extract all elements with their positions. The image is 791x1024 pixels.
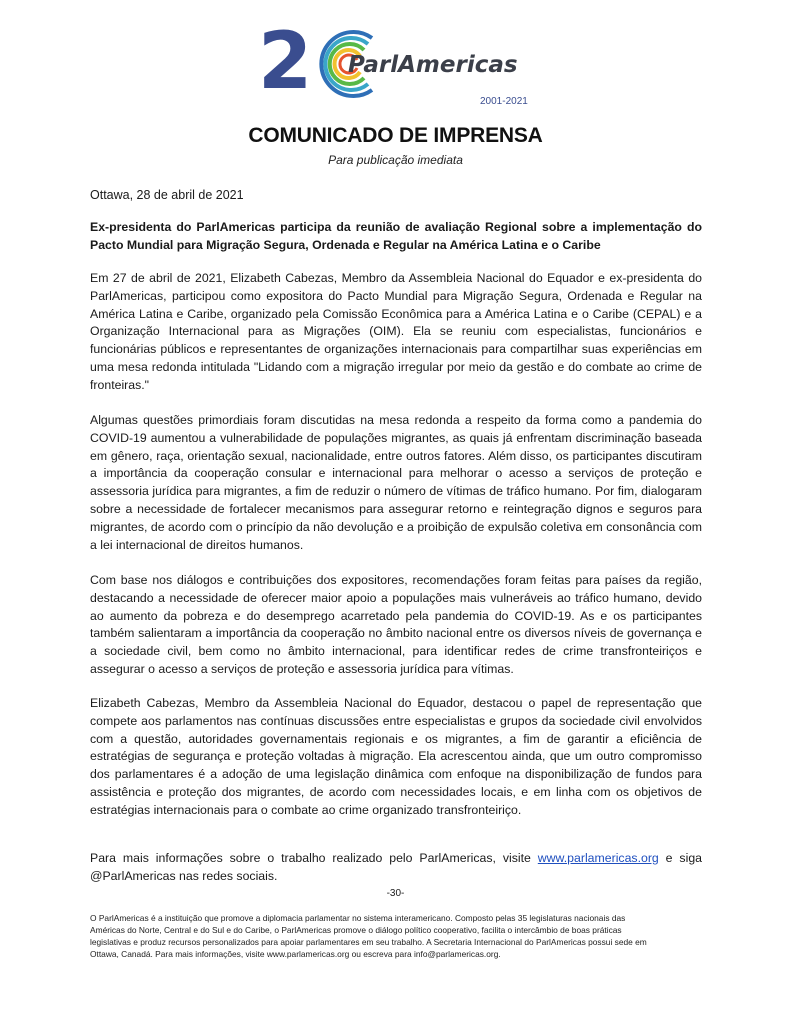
closing-text-before: Para mais informações sobre o trabalho realizado pelo ParlAmericas, visite xyxy=(90,851,538,865)
logo-years: 2001-2021 xyxy=(480,96,528,107)
closing-paragraph xyxy=(90,850,702,886)
logo-brand-name: ParlAmericas xyxy=(348,52,518,78)
body-paragraph-4: Elizabeth Cabezas, Membro da Assembleia Nacional do Equador, destacou o papel de representação que compete aos parlamentos nas contínuas discussões entre especialistas e grupos da sociedade civil envolvidos com a questão, autoridades governamentais regionais e os migrantes, a fim de garantir a eficiência de estratégias de segurança e proteção voltadas à migração. Ela acrescentou ainda, que um outro compromisso dos parlamentares é a adoção de uma legislação dinâmica com enfoque na disponibilização de fundos para assistência e proteção dos migrantes, de acordo com necessidades locais, e em linha com os objetivos de estratégias internacionais para o combate ao crime organizado transfronteiriço. xyxy=(90,696,702,817)
website-link[interactable]: www.parlamericas.org xyxy=(537,851,659,865)
body-paragraph-1: Em 27 de abril de 2021, Elizabeth Cabezas, Membro da Assembleia Nacional do Equador e ex-presidenta do ParlAmericas, participou como expositora do Pacto Mundial para Migração Segura, Ordenada e Regular na América Latina e Caribe, organizado pela Comissão Econômica para a América Latina e o Caribe (CEPAL) e a Organização Internacional para as Migrações (OIM). Ela se reuniu com especialistas, funcionários e funcionárias públicos e representantes de organizações internacionais para compartilhar suas experiências em uma mesa redonda intitulada "Lidando com a migração irregular por meio da gestão e do combate ao crime de fronteiras." xyxy=(90,271,702,392)
document-title: COMUNICADO DE IMPRENSA xyxy=(248,124,543,147)
closing-text-after: e siga @ParlAmericas nas redes sociais. xyxy=(90,851,702,883)
press-headline: Ex-presidenta do ParlAmericas participa da reunião de avaliação Regional sobre a implementação do Pacto Mundial para Migração Segura, Ordenada e Regular na América Latina e o Caribe xyxy=(90,220,702,252)
dateline: Ottawa, 28 de abril de 2021 xyxy=(90,188,244,202)
document-subtitle: Para publicação imediata xyxy=(328,153,463,167)
parlamericas-logo xyxy=(258,17,538,107)
body-paragraph-2: Algumas questões primordiais foram discutidas na mesa redonda a respeito da forma como a pandemia do COVID-19 aumentou a vulnerabilidade de populações migrantes, as quais já enfrentam discriminação baseada em gênero, raça, orientação sexual, nacionalidade, entre outros fatores. Além disso, os participantes discutiram a importância da cooperação consular e internacional para melhorar o acesso a serviços de proteção e assessoria jurídica para migrantes, a fim de reduzir o número de vítimas de tráfico humano. Por fim, dialogaram sobre a necessidade de fortalecer mecanismos para assegurar retorno e reintegração dignos e seguros para migrantes, de acordo com o princípio da não devolução e a proibição de expulsão coletiva em consonância com a lei internacional de direitos humanos. xyxy=(90,413,702,552)
logo-anniversary-number: 2 xyxy=(258,17,311,107)
body-paragraph-3: Com base nos diálogos e contribuições dos expositores, recomendações foram feitas para países da região, destacando a necessidade de oferecer maior apoio a populações mais vulneráveis ao tráfico humano, devido ao aumento da pobreza e do desemprego acarretado pela pandemia do COVID-19. As e os participantes também salientaram a importância da cooperação no âmbito nacional entre os diversos níveis de governança e a sociedade civil, bem como no âmbito internacional, para identificar redes de crime transfronteiriços e assegurar o acesso a serviços de proteção e assessoria jurídica para vítimas. xyxy=(90,573,702,676)
end-marker: -30- xyxy=(386,888,405,899)
footer-boilerplate: O ParlAmericas é a instituição que promove a diplomacia parlamentar no sistema interamericano. Composto pelas 35 legislaturas nacionais das Américas do Norte, Central e do Sul e do Caribe, o ParlAmericas promove o diálogo político cooperativo, facilita o intercâmbio de boas práticas legislativas e produz recursos personalizados para apoiar parlamentares em seu trabalho. A Secretaria Internacional do ParlAmericas possui sede em Ottawa, Canadá. Para mais informações, visite www.parlamericas.org ou escreva para info@parlamericas.org. xyxy=(90,913,647,959)
